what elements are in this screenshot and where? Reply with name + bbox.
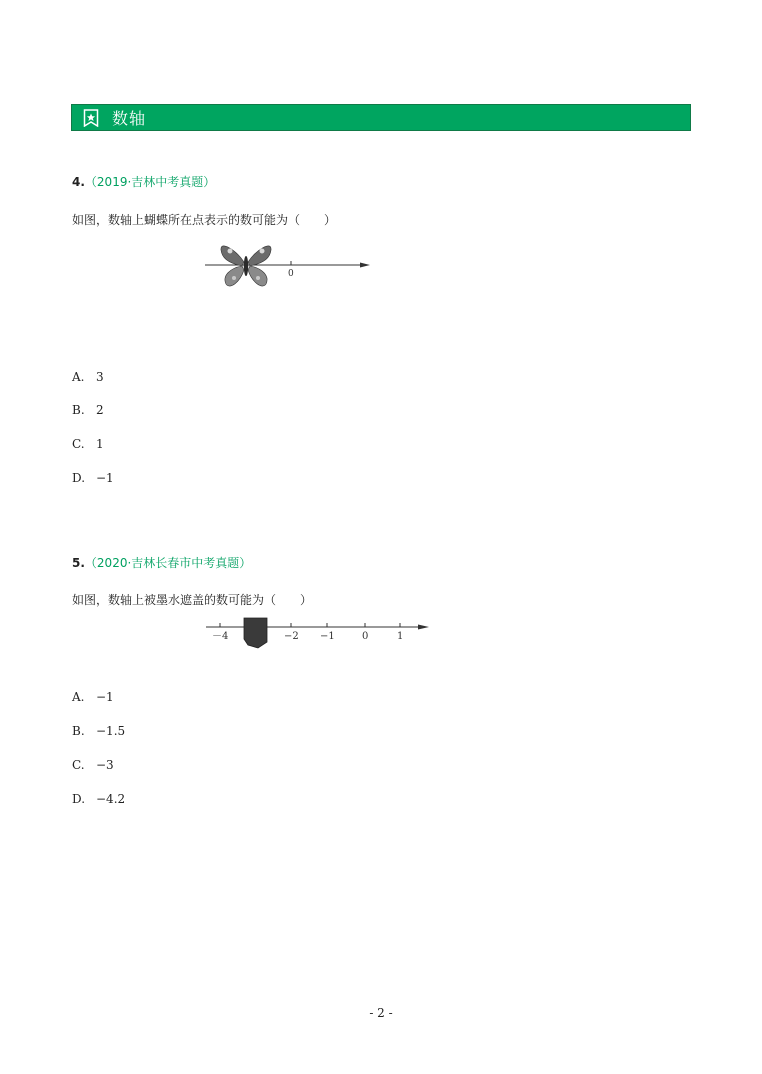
question-number: 5. xyxy=(72,556,85,570)
option-text: −1 xyxy=(96,690,114,704)
butterfly-icon xyxy=(221,246,271,286)
question-number: 4. xyxy=(72,175,85,189)
option-text: −1 xyxy=(96,471,114,485)
butterfly-number-line-figure xyxy=(200,236,380,294)
option-text: 2 xyxy=(96,403,104,417)
option-letter: B. xyxy=(72,403,85,417)
question-4-option-b[interactable] xyxy=(72,403,104,417)
question-5-header xyxy=(72,554,251,571)
option-letter: D. xyxy=(72,471,86,485)
axis-arrow-icon xyxy=(360,263,370,268)
question-4-header xyxy=(72,173,215,190)
tick-label: −2 xyxy=(284,631,299,642)
option-text: 1 xyxy=(96,437,104,451)
option-letter: C. xyxy=(72,758,85,772)
tick-label: 0 xyxy=(288,269,294,279)
option-letter: B. xyxy=(72,724,85,738)
option-text: −4.2 xyxy=(96,792,126,806)
option-letter: D. xyxy=(72,792,86,806)
option-letter: C. xyxy=(72,437,85,451)
axis-arrow-icon xyxy=(418,625,429,630)
question-5-option-a[interactable] xyxy=(72,690,114,704)
option-letter: A. xyxy=(72,690,85,704)
question-5-stem: 如图，数轴上被墨水遮盖的数可能为（ ） xyxy=(72,593,313,607)
tick-label: −1 xyxy=(320,631,335,642)
option-text: 3 xyxy=(96,370,104,384)
tick-label: 1 xyxy=(397,631,404,642)
question-source: （2020·吉林长春市中考真题） xyxy=(84,556,252,570)
section-title: 数轴 xyxy=(112,109,147,128)
question-4-stem: 如图，数轴上蝴蝶所在点表示的数可能为（ ） xyxy=(72,213,337,227)
page-number: - 2 - xyxy=(369,1006,393,1020)
question-source: （2019·吉林中考真题） xyxy=(84,175,216,189)
ink-blot-icon xyxy=(244,618,267,648)
bookmark-star-icon xyxy=(82,108,100,128)
option-text: −1.5 xyxy=(96,724,126,738)
tick-label: 0 xyxy=(362,631,369,642)
question-5-option-b[interactable] xyxy=(72,724,125,738)
option-text: −3 xyxy=(96,758,114,772)
question-5-option-c[interactable] xyxy=(72,758,114,772)
option-letter: A. xyxy=(72,370,85,384)
ink-number-line-figure xyxy=(200,614,436,652)
section-header xyxy=(71,104,691,131)
question-4-option-a[interactable] xyxy=(72,370,104,384)
tick-label: －4 xyxy=(212,631,229,642)
question-4-option-c[interactable] xyxy=(72,437,104,451)
question-4-option-d[interactable] xyxy=(72,471,114,485)
question-5-option-d[interactable] xyxy=(72,792,125,806)
